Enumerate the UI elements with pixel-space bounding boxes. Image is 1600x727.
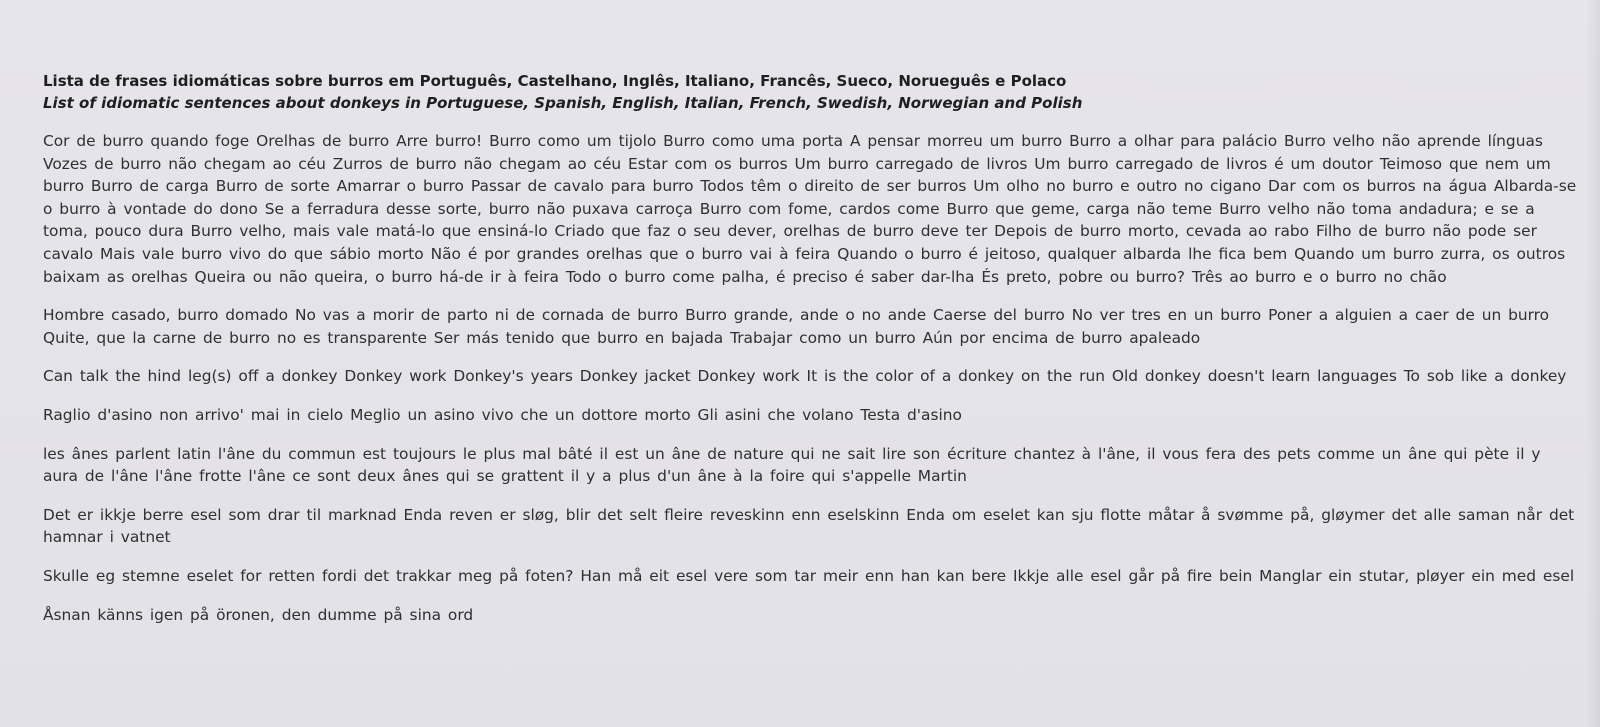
paragraph-spanish: Hombre casado, burro domado No vas a morir de parto ni de cornada de burro Burro grande, ande o no ande Caerse del burro No ver tres en un burro Poner a alguien a caer de un burro Quite, que la carne de burro no es transparente Ser más tenido que burro en bajada Trabajar como un burro Aún por encima de burro apaleado: [43, 306, 1550, 347]
document-subtitle: List of idiomatic sentences about donkeys in Portuguese, Spanish, English, Italian, French, Swedish, Norwegian and Polish: [43, 94, 1083, 112]
page-edge-shadow: [1586, 0, 1600, 727]
paragraph-swedish: Åsnan känns igen på öronen, den dumme på sina ord: [43, 605, 474, 624]
paragraph-portuguese: Cor de burro quando foge Orelhas de burro Arre burro! Burro como um tijolo Burro como uma porta A pensar morreu um burro Burro a olhar para palácio Burro velho não aprende línguas Vozes de burro não chegam ao céu Zurros de burro não chegam ao céu Estar com os burros Um burro carregado de livros Um burro carregado de livros é um doutor Teimoso que nem um burro Burro de carga Burro de sorte Amarrar o burro Passar de cavalo para burro Todos têm o direito de ser burros Um olho no burro e outro no cigano Dar com os burros na água Albarda-se o burro à vontade do dono Se a ferradura desse sorte, burro não puxava carroça Burro com fome, cardos come Burro que geme, carga não teme Burro velho não toma andadura; e se a toma, pouco dura Burro velho, mais vale matá-lo que ensiná-lo Criado que faz o seu dever, orelhas de burro deve ter Depois de burro morto, cevada ao rabo Filho de burro não pode ser cavalo Mais vale burro vivo do que sábio morto Não é por grandes orelhas que o burro vai à feira Quando o burro é jeitoso, qualquer albarda lhe fica bem Quando um burro zurra, os outros baixam as orelhas Queira ou não queira, o burro há-de ir à feira Todo o burro come palha, é preciso é saber dar-lha És preto, pobre ou burro? Três ao burro e o burro no chão: [43, 132, 1577, 286]
document-content: [43, 70, 1578, 642]
paragraph-norwegian-1: Det er ikkje berre esel som drar til marknad Enda reven er sløg, blir det selt fleire reveskinn enn eselskinn Enda om eselet kan sju flotte måtar å svømme på, gløymer det alle saman når det hamnar i vatnet: [43, 505, 1575, 547]
paragraph-norwegian-2: Skulle eg stemne eselet for retten fordi det trakkar meg på foten? Han må eit esel vere som tar meir enn han kan bere Ikkje alle esel går på fire bein Manglar ein stutar, pløyer ein med esel: [43, 566, 1575, 585]
paragraph-italian: Raglio d'asino non arrivo' mai in cielo Meglio un asino vivo che un dottore morto Gli asini che volano Testa d'asino: [43, 405, 962, 424]
paragraph-french: les ânes parlent latin l'âne du commun est toujours le plus mal bâté il est un âne de nature qui ne sait lire son écriture chantez à l'âne, il vous fera des pets comme un âne qui pète il y aura de l'âne l'âne frotte l'âne ce sont deux ânes qui se grattent il y a plus d'un âne à la foire qui s'appelle Martin: [43, 444, 1541, 486]
document-title: Lista de frases idiomáticas sobre burros em Português, Castelhano, Inglês, Italiano, Francês, Sueco, Norueguês e Polaco: [43, 72, 1067, 90]
paragraph-english: Can talk the hind leg(s) off a donkey Donkey work Donkey's years Donkey jacket Donkey work It is the color of a donkey on the run Old donkey doesn't learn languages To sob like a donkey: [43, 367, 1567, 386]
